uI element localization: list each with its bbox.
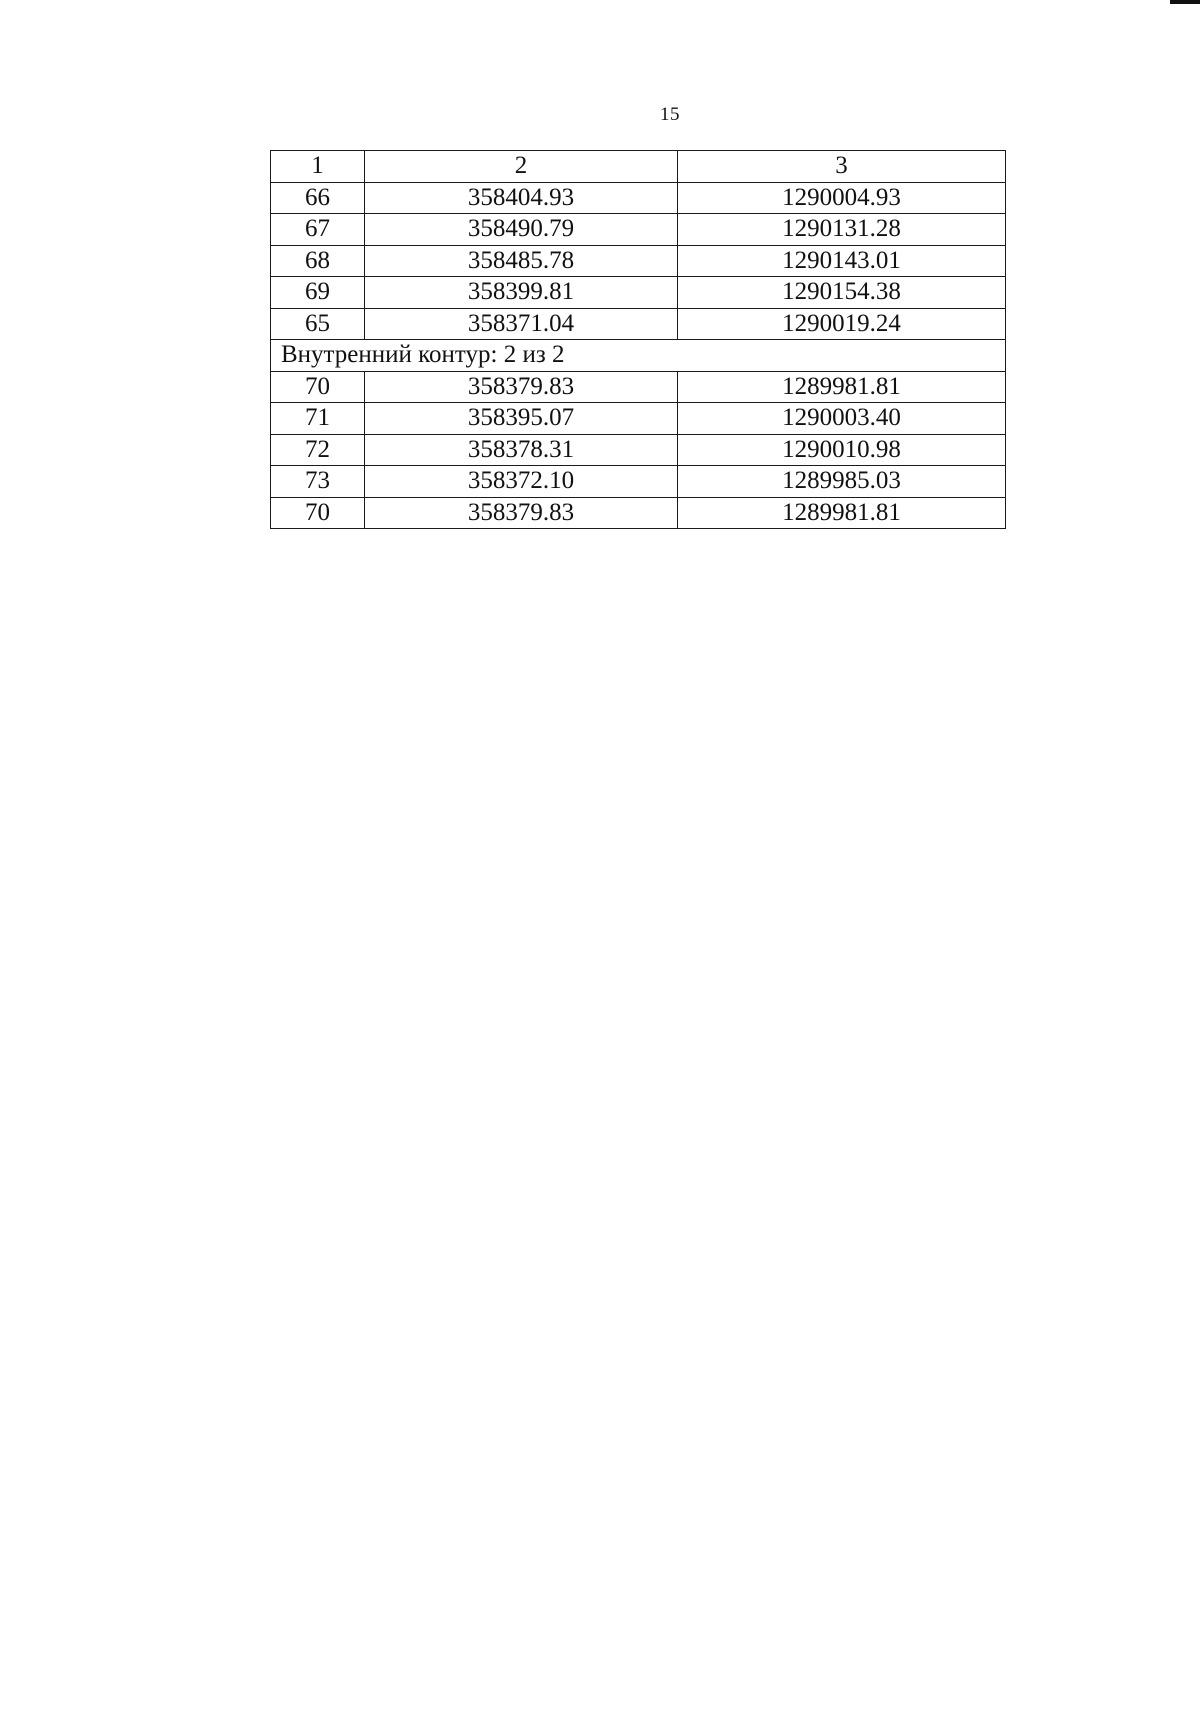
point-number-cell: 73	[271, 466, 365, 498]
y-coordinate-cell: 1289981.81	[678, 497, 1006, 529]
header-cell: 3	[678, 151, 1006, 183]
y-coordinate-cell: 1290003.40	[678, 403, 1006, 435]
y-coordinate-cell: 1290010.98	[678, 434, 1006, 466]
point-number-cell: 69	[271, 277, 365, 309]
y-coordinate-cell: 1289981.81	[678, 371, 1006, 403]
coordinates-table	[270, 150, 1006, 529]
point-number-cell: 72	[271, 434, 365, 466]
table-row	[271, 308, 1006, 340]
x-coordinate-cell: 358371.04	[365, 308, 678, 340]
y-coordinate-cell: 1290131.28	[678, 214, 1006, 246]
point-number-cell: 68	[271, 245, 365, 277]
table-row	[271, 245, 1006, 277]
x-coordinate-cell: 358490.79	[365, 214, 678, 246]
table-row	[271, 497, 1006, 529]
y-coordinate-cell: 1290019.24	[678, 308, 1006, 340]
page-number: 15	[660, 104, 680, 125]
table-row	[271, 214, 1006, 246]
section-row	[271, 340, 1006, 372]
table-row	[271, 277, 1006, 309]
point-number-cell: 65	[271, 308, 365, 340]
table-row	[271, 371, 1006, 403]
point-number-cell: 66	[271, 182, 365, 214]
y-coordinate-cell: 1290004.93	[678, 182, 1006, 214]
table-row	[271, 466, 1006, 498]
y-coordinate-cell: 1290154.38	[678, 277, 1006, 309]
x-coordinate-cell: 358404.93	[365, 182, 678, 214]
x-coordinate-cell: 358378.31	[365, 434, 678, 466]
x-coordinate-cell: 358395.07	[365, 403, 678, 435]
y-coordinate-cell: 1289985.03	[678, 466, 1006, 498]
table-row	[271, 403, 1006, 435]
x-coordinate-cell: 358372.10	[365, 466, 678, 498]
header-cell: 1	[271, 151, 365, 183]
table-row	[271, 182, 1006, 214]
x-coordinate-cell: 358379.83	[365, 497, 678, 529]
scan-edge-mark	[1170, 0, 1200, 4]
point-number-cell: 67	[271, 214, 365, 246]
x-coordinate-cell: 358485.78	[365, 245, 678, 277]
x-coordinate-cell: 358379.83	[365, 371, 678, 403]
y-coordinate-cell: 1290143.01	[678, 245, 1006, 277]
header-cell: 2	[365, 151, 678, 183]
inner-contour-label: Внутренний контур: 2 из 2	[271, 340, 1006, 372]
point-number-cell: 71	[271, 403, 365, 435]
x-coordinate-cell: 358399.81	[365, 277, 678, 309]
point-number-cell: 70	[271, 497, 365, 529]
point-number-cell: 70	[271, 371, 365, 403]
table-row	[271, 434, 1006, 466]
table-header-row	[271, 151, 1006, 183]
